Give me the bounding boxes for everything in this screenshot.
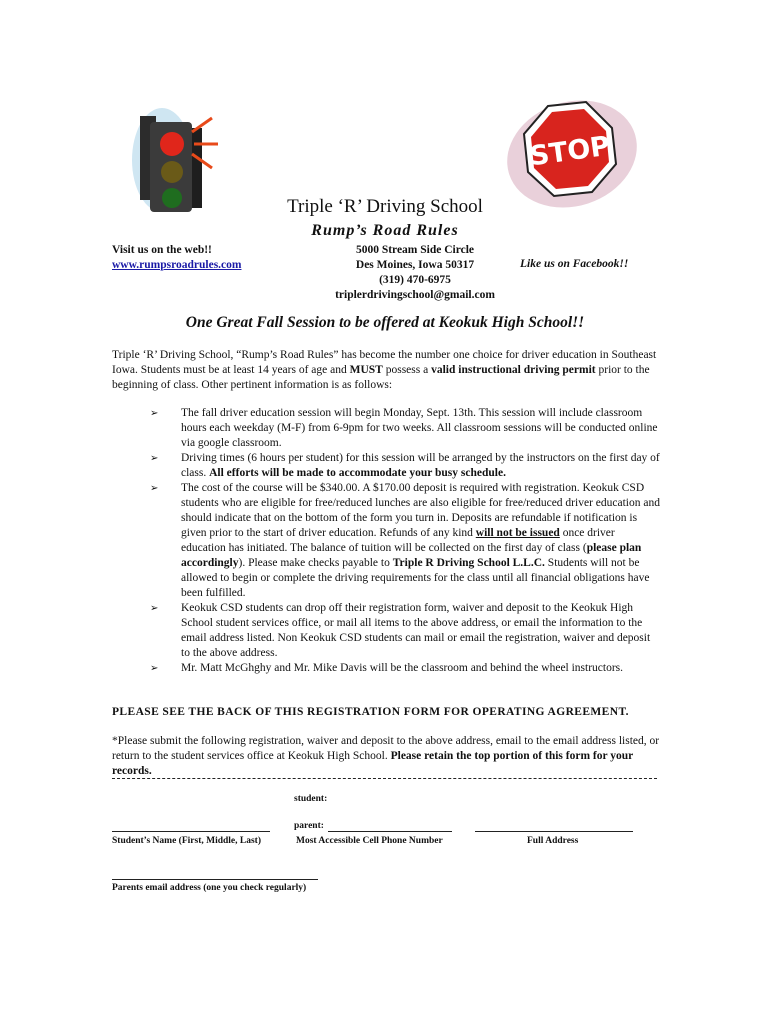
student-name-field[interactable]: [112, 831, 270, 832]
full-address-field[interactable]: [475, 831, 633, 832]
parent-email-field[interactable]: [112, 879, 318, 880]
web-info: [112, 243, 241, 273]
intro-text: Triple ‘R’ Driving School, “Rump’s Road Rules” has become the number one choice for driver education in Southeast Iowa. Students must be at least 14 years of age and: [112, 349, 657, 376]
full-address-caption: Full Address: [527, 836, 579, 846]
headline: One Great Fall Session to be offered at Keokuk High School!!: [185, 314, 585, 331]
school-subtitle: Rump’s Road Rules: [311, 222, 459, 239]
cell-phone-field[interactable]: [328, 831, 452, 832]
submit-instructions: *Please submit the following registration, waiver and deposit to the above address, email to the email address listed, or return to the student services office at Keokuk High School. Please retain the top portion of this form for your records.: [112, 735, 660, 777]
stop-sign-text: STOP: [527, 130, 613, 173]
list-item: ➢ The fall driver education session will begin Monday, Sept. 13th. This session will include classroom hours each weekday (M-F) from 6-9pm for two weeks. All classroom sessions will be conducted online via google classroom.: [150, 407, 658, 449]
info-list: [150, 406, 660, 676]
school-title: Triple ‘R’ Driving School: [287, 196, 483, 217]
arrow-bullet-icon: ➢: [150, 453, 159, 464]
list-item: ➢ Mr. Matt McGhghy and Mr. Mike Davis will be the classroom and behind the wheel instructors.: [150, 662, 624, 674]
intro-permit: valid instructional driving permit: [431, 364, 596, 376]
arrow-bullet-icon: ➢: [150, 603, 159, 614]
intro-must: MUST: [349, 364, 383, 376]
facebook-text: Like us on Facebook!!: [520, 258, 629, 270]
arrow-bullet-icon: ➢: [150, 663, 159, 674]
student-name-caption: Student’s Name (First, Middle, Last): [112, 836, 261, 846]
address-city: Des Moines, Iowa 50317: [355, 259, 475, 271]
parent-email-caption: Parents email address (one you check regularly): [112, 883, 307, 893]
parent-label: parent:: [294, 821, 324, 831]
cut-line: [112, 778, 657, 779]
web-label: Visit us on the web!!: [112, 244, 212, 256]
website-link[interactable]: www.rumpsroadrules.com: [112, 259, 242, 271]
phone-number: (319) 470-6975: [379, 274, 451, 286]
intro-text-3: prior to the beginning of class. Other pertinent information is as follows:: [112, 364, 650, 391]
student-label: student:: [294, 794, 328, 804]
intro-paragraph: [112, 348, 660, 393]
cell-phone-caption: Most Accessible Cell Phone Number: [296, 836, 443, 846]
list-item: ➢ Driving times (6 hours per student) for this session will be arranged by the instructors on the first day of class. All efforts will be made to accommodate your busy schedule.: [150, 452, 660, 479]
intro-text-2: possess a: [382, 364, 432, 376]
arrow-bullet-icon: ➢: [150, 408, 159, 419]
list-item: ➢ Keokuk CSD students can drop off their registration form, waiver and deposit to the Keokuk High School student services office, or mail all items to the above address, or email the information to the email address listed. Non Keokuk CSD students can mail or email the registration, waiver and deposit to the above address.: [150, 602, 651, 659]
stop-sign-icon: [500, 92, 640, 212]
email-address: triplerdrivingschool@gmail.com: [335, 289, 495, 301]
address-street: 5000 Stream Side Circle: [355, 244, 475, 256]
operating-agreement-notice: PLEASE SEE THE BACK OF THIS REGISTRATION FORM FOR OPERATING AGREEMENT.: [112, 706, 629, 718]
list-item: ➢ The cost of the course will be $340.00. A $170.00 deposit is required with registration. Keokuk CSD students who are eligible for free/reduced lunches are also eligible for free/reduced driver education and should indicate that on the bottom of the form you turn in. Deposits are refundable if notification is given prior to the start of driver education. Refunds of any kind will not be issued once driver education has initiated. The balance of tuition will be collected on the first day of class (please plan accordingly). Please make checks payable to Triple R Driving School L.L.C. Students will not be allowed to begin or complete the driving requirements for the class until all financial obligations have been fulfilled.: [150, 482, 660, 599]
address-block: [290, 243, 540, 303]
arrow-bullet-icon: ➢: [150, 483, 159, 494]
